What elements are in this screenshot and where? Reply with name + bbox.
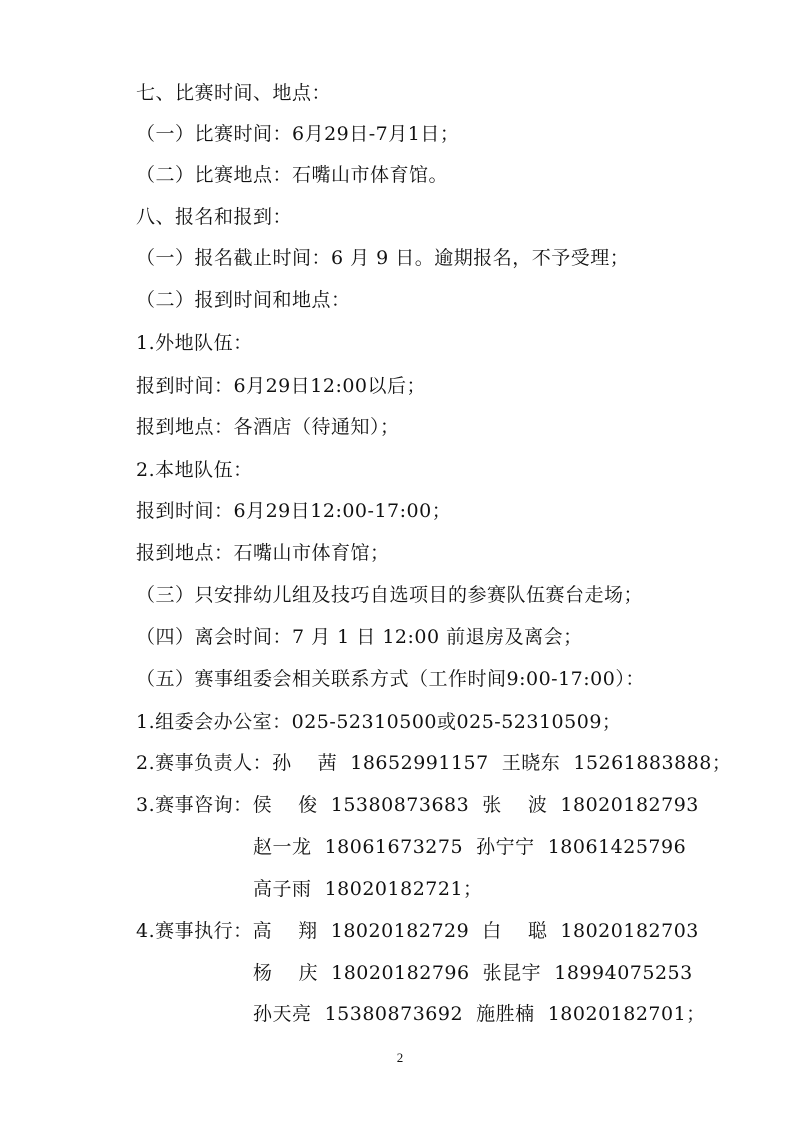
- check-in-subheading: （二）报到时间和地点：: [136, 289, 351, 311]
- competition-time: （一）比赛时间：6月29日-7月1日；: [136, 123, 460, 145]
- inquiry-contacts-row-1: 3.赛事咨询：侯 俊 15380873683 张 波 18020182793: [136, 794, 699, 816]
- local-check-in-place: 报到地点：石嘴山市体育馆；: [136, 542, 390, 564]
- inquiry-contacts-row-3: 高子雨 18020182721；: [136, 878, 483, 900]
- event-lead-contact: 2.赛事负责人：孙 茜 18652991157 王晓东 15261883888；: [136, 752, 732, 774]
- local-check-in-time: 报到时间：6月29日12:00-17:00；: [136, 500, 452, 522]
- stage-walkthrough-note: （三）只安排幼儿组及技巧自选项目的参赛队伍赛台走场；: [136, 584, 644, 606]
- nonlocal-teams-heading: 1.外地队伍：: [136, 332, 253, 354]
- execution-contacts-row-2: 杨 庆 18020182796 张昆宇 18994075253: [136, 962, 693, 984]
- organizing-office-contact: 1.组委会办公室：025-52310500或025-52310509；: [136, 711, 622, 733]
- execution-contacts-row-3: 孙天亮 15380873692 施胜楠 18020182701；: [136, 1003, 706, 1025]
- contact-subheading: （五）赛事组委会相关联系方式（工作时间9:00-17:00）：: [136, 668, 645, 690]
- registration-deadline: （一）报名截止时间：6 月 9 日。逾期报名，不予受理；: [136, 247, 630, 269]
- competition-venue: （二）比赛地点：石嘴山市体育馆。: [136, 164, 449, 186]
- page-number: 2: [396, 1050, 404, 1065]
- nonlocal-check-in-place: 报到地点：各酒店（待通知）；: [136, 416, 400, 438]
- execution-contacts-row-1: 4.赛事执行：高 翔 18020182729 白 聪 18020182703: [136, 920, 699, 942]
- nonlocal-check-in-time: 报到时间：6月29日12:00以后；: [136, 375, 427, 397]
- departure-time: （四）离会时间：7 月 1 日 12:00 前退房及离会；: [136, 626, 583, 648]
- section-heading-7: 七、比赛时间、地点：: [136, 82, 332, 104]
- local-teams-heading: 2.本地队伍：: [136, 459, 253, 481]
- section-heading-8: 八、报名和报到：: [136, 206, 293, 228]
- inquiry-contacts-row-2: 赵一龙 18061673275 孙宁宁 18061425796: [136, 836, 687, 858]
